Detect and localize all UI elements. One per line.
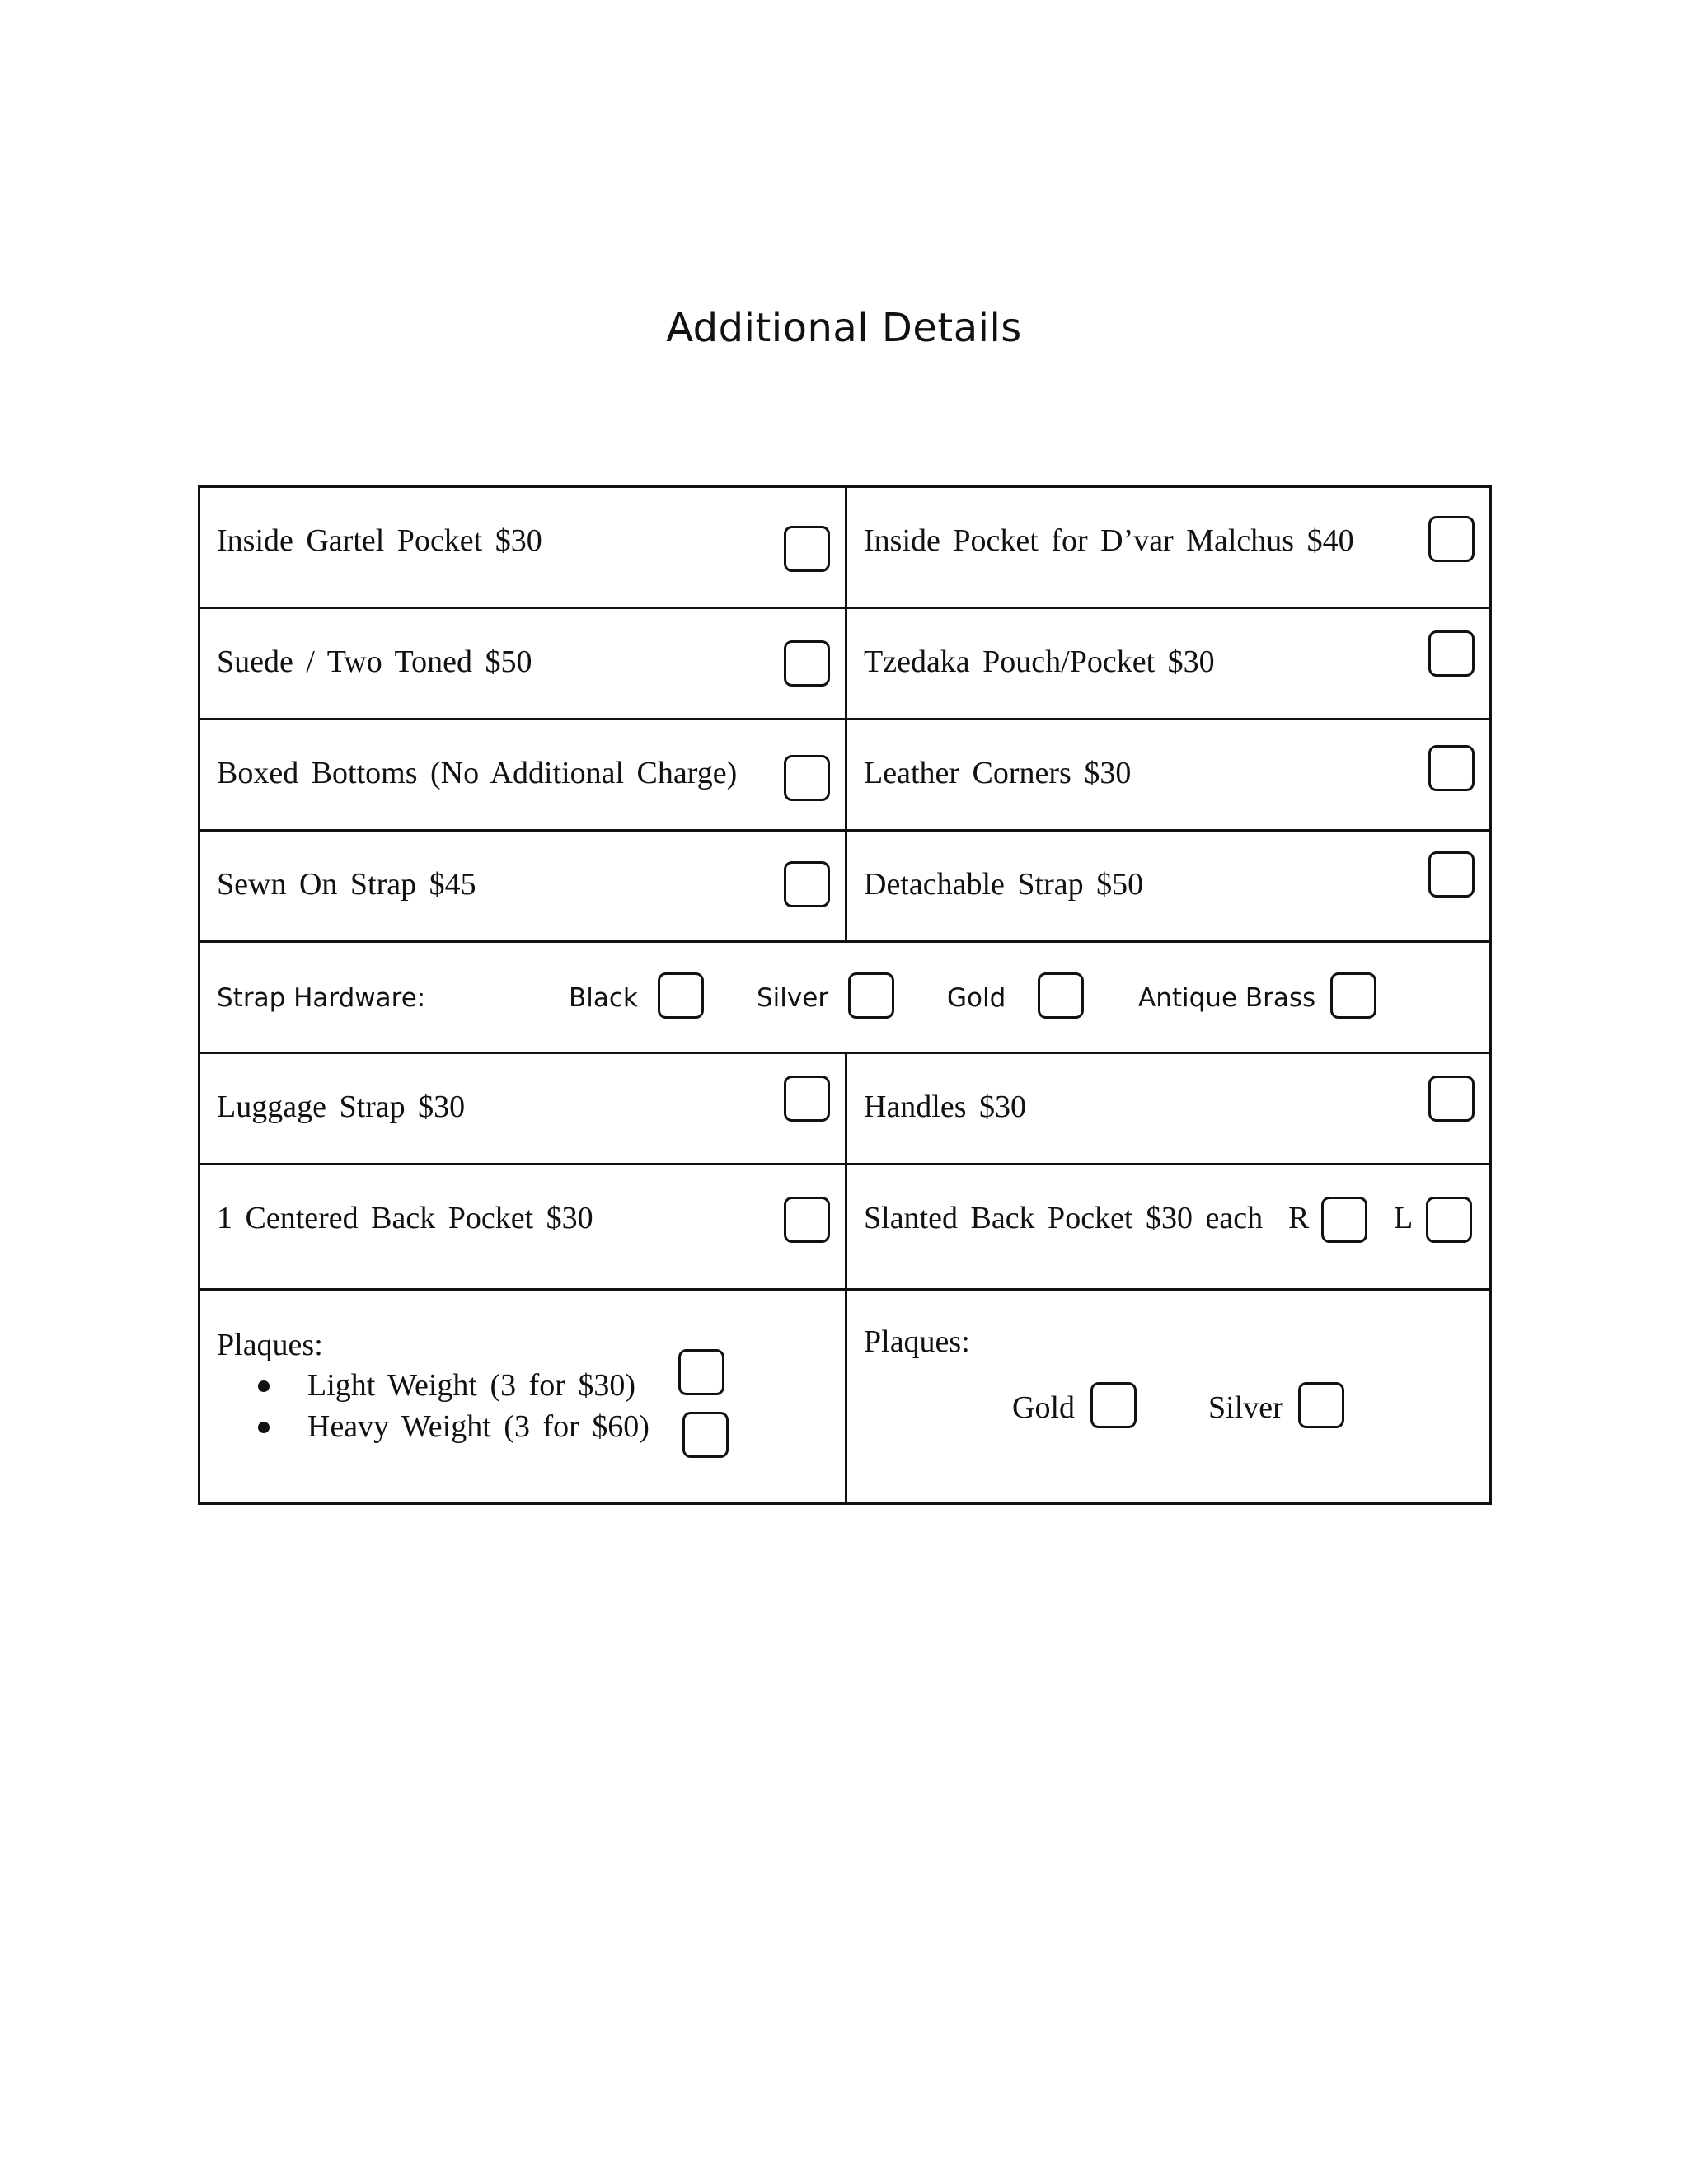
- suede-two-toned-checkbox[interactable]: [784, 640, 830, 687]
- plaque-silver-checkbox[interactable]: [1298, 1382, 1344, 1428]
- form-cell: [200, 609, 847, 718]
- boxed-bottoms-checkbox[interactable]: [784, 755, 830, 801]
- plaque-light-weight-checkbox[interactable]: [678, 1349, 724, 1395]
- plaque-heavy-weight-label: Heavy Weight (3 for $60): [307, 1409, 649, 1444]
- strap-hardware-label: Strap Hardware:: [217, 983, 426, 1013]
- tzedaka-pouch-checkbox[interactable]: [1428, 630, 1475, 677]
- plaque-light-weight-label: Light Weight (3 for $30): [307, 1368, 636, 1403]
- sewn-on-strap-checkbox[interactable]: [784, 861, 830, 907]
- hardware-gold-label: Gold: [947, 983, 1006, 1013]
- luggage-strap-checkbox[interactable]: [784, 1076, 830, 1122]
- suede-two-toned-label: Suede / Two Toned $50: [217, 644, 532, 679]
- sewn-on-strap-label: Sewn On Strap $45: [217, 867, 476, 902]
- hardware-black-checkbox[interactable]: [658, 972, 704, 1019]
- form-cell: [200, 1291, 847, 1502]
- hardware-antique-brass-label: Antique Brass: [1138, 983, 1316, 1013]
- form-row: [200, 1054, 1489, 1165]
- form-cell: [847, 488, 1492, 607]
- plaque-weight-list: [258, 1365, 649, 1447]
- detachable-strap-checkbox[interactable]: [1428, 851, 1475, 898]
- page-title: Additional Details: [666, 305, 1022, 351]
- additional-details-form: [198, 485, 1492, 1505]
- inside-pocket-dvar-malchus-checkbox[interactable]: [1428, 516, 1475, 562]
- form-row: [200, 720, 1489, 832]
- plaque-gold-checkbox[interactable]: [1090, 1382, 1137, 1428]
- strap-hardware-row: [200, 943, 1489, 1054]
- form-row: [200, 1165, 1489, 1291]
- hardware-antique-brass-checkbox[interactable]: [1330, 972, 1376, 1019]
- form-cell: [200, 720, 847, 829]
- form-cell: [200, 1054, 847, 1163]
- hardware-black-label: Black: [569, 983, 638, 1013]
- tzedaka-pouch-label: Tzedaka Pouch/Pocket $30: [864, 644, 1215, 679]
- leather-corners-label: Leather Corners $30: [864, 756, 1132, 790]
- form-cell: [200, 832, 847, 940]
- plaques-weight-label: Plaques:: [217, 1328, 323, 1362]
- inside-gartel-pocket-checkbox[interactable]: [784, 526, 830, 572]
- leather-corners-checkbox[interactable]: [1428, 745, 1475, 791]
- form-cell: [200, 488, 847, 607]
- luggage-strap-label: Luggage Strap $30: [217, 1090, 466, 1124]
- slanted-right-label: R: [1288, 1201, 1310, 1235]
- slanted-left-checkbox[interactable]: [1426, 1197, 1472, 1243]
- form-cell: [847, 832, 1492, 940]
- form-cell: [847, 720, 1492, 829]
- plaque-silver-label: Silver: [1208, 1390, 1283, 1425]
- inside-gartel-pocket-label: Inside Gartel Pocket $30: [217, 523, 542, 558]
- plaque-gold-label: Gold: [1012, 1390, 1075, 1425]
- boxed-bottoms-label: Boxed Bottoms (No Additional Charge): [217, 756, 738, 790]
- form-row: [200, 488, 1489, 609]
- form-cell: [847, 609, 1492, 718]
- form-cell: [200, 1165, 847, 1288]
- form-row: [200, 832, 1489, 943]
- inside-pocket-dvar-malchus-label: Inside Pocket for D’var Malchus $40: [864, 523, 1354, 558]
- plaques-finish-label: Plaques:: [864, 1324, 970, 1359]
- bullet-icon: [258, 1380, 270, 1392]
- slanted-left-label: L: [1394, 1201, 1414, 1235]
- centered-back-pocket-label: 1 Centered Back Pocket $30: [217, 1201, 593, 1235]
- form-cell: [847, 1054, 1492, 1163]
- slanted-back-pocket-label: Slanted Back Pocket $30 each: [864, 1201, 1264, 1235]
- bullet-icon: [258, 1422, 270, 1433]
- hardware-gold-checkbox[interactable]: [1038, 972, 1084, 1019]
- plaques-row: [200, 1291, 1489, 1502]
- handles-checkbox[interactable]: [1428, 1076, 1475, 1122]
- centered-back-pocket-checkbox[interactable]: [784, 1197, 830, 1243]
- form-cell: [847, 1291, 1492, 1502]
- handles-label: Handles $30: [864, 1090, 1027, 1124]
- hardware-silver-label: Silver: [757, 983, 829, 1013]
- plaque-heavy-weight-checkbox[interactable]: [682, 1412, 729, 1458]
- list-item: [258, 1365, 649, 1406]
- form-cell: [200, 943, 1489, 1052]
- hardware-silver-checkbox[interactable]: [848, 972, 894, 1019]
- detachable-strap-label: Detachable Strap $50: [864, 867, 1144, 902]
- form-cell: [847, 1165, 1492, 1288]
- slanted-right-checkbox[interactable]: [1321, 1197, 1367, 1243]
- form-row: [200, 609, 1489, 720]
- list-item: [258, 1406, 649, 1447]
